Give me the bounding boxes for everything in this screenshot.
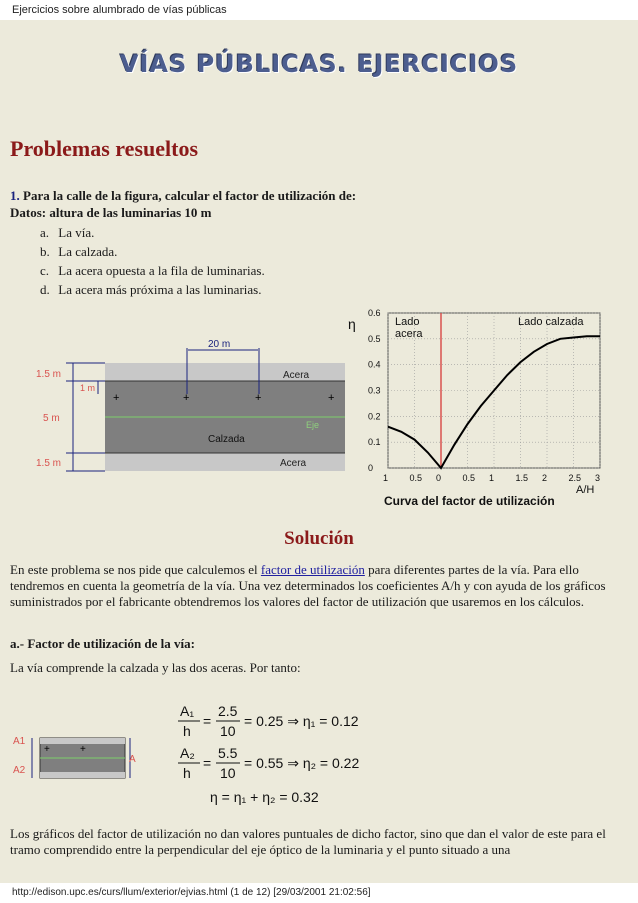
formula-1-numerator: A₁ <box>180 703 195 719</box>
y-tick-label: 0.5 <box>368 333 381 344</box>
svg-text:=: = <box>203 713 212 729</box>
formula-2-value-den: 10 <box>220 765 236 781</box>
left-side-label-2: acera <box>395 328 423 340</box>
page-footer <box>0 883 638 903</box>
luminaire-marker: + <box>255 392 262 404</box>
eta-symbol: η <box>348 316 356 332</box>
solution-heading: Solución <box>284 528 354 549</box>
luminaire-marker: + <box>183 392 190 404</box>
bottom-sidewalk-label: Acera <box>280 458 307 469</box>
roadway-label: Calzada <box>208 434 245 445</box>
small-road-figure <box>10 726 140 786</box>
dim-label: 1.5 m <box>36 458 62 469</box>
x-tick-label: 0 <box>436 473 442 483</box>
formula-block <box>170 700 430 810</box>
window-title: Ejercicios sobre alumbrado de vías públicas <box>12 4 227 16</box>
y-axis-ticks <box>368 308 381 473</box>
a2-label: A2 <box>13 765 26 776</box>
formula-2-denominator: h <box>183 765 191 781</box>
list-item: a. La vía. <box>40 225 95 240</box>
x-tick-label: 1 <box>383 473 389 483</box>
x-tick-label: 1.5 <box>515 473 529 483</box>
dim-label: 1.5 m <box>36 369 62 380</box>
problem-data: Datos: altura de las luminarias 10 m <box>10 205 212 220</box>
solution-paragraph: En este problema se nos pide que calculemos el factor de utilización para diferentes partes de la vía. Para ello tendremos en cuenta la geometría de la vía. Una vez determinados los coeficientes A/h y con ayuda de los gráficos suministrados por el fabricante obtendremos los valores del factor de utilización que usaremos en los cálculos. <box>10 562 606 609</box>
formula-3: η = η₁ + η₂ = 0.32 <box>210 789 319 805</box>
road-figure <box>28 336 346 476</box>
formula-2-value: 5.5 <box>218 745 238 761</box>
footer-url: http://edison.upc.es/curs/llum/exterior/ejvias.html (1 de 12) [29/03/2001 21:02:56] <box>12 887 371 898</box>
x-tick-label: 2 <box>542 473 548 483</box>
x-tick-label: 3 <box>595 473 601 483</box>
right-side-label: Lado calzada <box>518 316 584 328</box>
y-tick-label: 0.6 <box>368 308 381 318</box>
svg-text:+: + <box>44 744 50 755</box>
utilization-factor-link[interactable]: factor de utilización <box>260 562 365 577</box>
axis-label: Eje <box>306 420 320 430</box>
a-label: A <box>129 754 136 765</box>
x-axis-ticks <box>383 473 600 483</box>
y-tick-label: 0.2 <box>368 411 381 422</box>
paragraph-2: La vía comprende la calzada y las dos aceras. Por tanto: <box>10 660 301 675</box>
y-tick-label: 0.4 <box>368 359 381 370</box>
problem-number: 1. <box>10 188 20 203</box>
sidewalk-bottom <box>105 453 345 471</box>
x-tick-label: 0.5 <box>462 473 476 483</box>
formula-1-result: = 0.25 ⇒ η₁ = 0.12 <box>244 713 359 729</box>
problem-statement <box>10 188 610 204</box>
subheading-a: a.- Factor de utilización de la vía: <box>10 636 195 651</box>
y-tick-label: 0.1 <box>368 437 381 448</box>
page-banner: VÍAS PÚBLICAS. EJERCICIOS <box>119 50 519 78</box>
y-tick-label: 0.3 <box>368 385 381 396</box>
dim-label: 1 m <box>80 383 96 393</box>
spacing-label: 20 m <box>208 339 231 350</box>
a1-label: A1 <box>13 736 26 747</box>
dim-label: 5 m <box>43 413 60 424</box>
x-tick-label: 0.5 <box>409 473 423 483</box>
problem-text: Para la calle de la figura, calcular el factor de utilización de: <box>23 188 357 203</box>
formula-2-numerator: A₂ <box>180 745 195 761</box>
list-item: b. La calzada. <box>40 244 118 259</box>
x-tick-label: 1 <box>489 473 495 483</box>
x-tick-label: 2.5 <box>568 473 582 483</box>
problem-items <box>20 223 265 299</box>
utilization-chart <box>340 303 610 508</box>
list-item: d. La acera más próxima a las luminarias. <box>40 282 262 297</box>
window-title-bar <box>0 0 638 20</box>
svg-text:=: = <box>203 755 212 771</box>
paragraph-3: Los gráficos del factor de utilización no dan valores puntuales de dicho factor, sino que dan el valor de este para el tramo comprendido entre la perpendicular del eje óptico de la luminaria y el punto situado a una <box>10 826 606 857</box>
formula-1-value: 2.5 <box>218 703 238 719</box>
chart-caption: Curva del factor de utilización <box>384 494 555 508</box>
luminaire-marker: + <box>113 392 120 404</box>
svg-text:+: + <box>80 744 86 755</box>
y-tick-label: 0 <box>368 463 374 473</box>
luminaire-marker: + <box>328 392 335 404</box>
list-item: c. La acera opuesta a la fila de luminarias. <box>40 263 265 278</box>
formula-2-result: = 0.55 ⇒ η₂ = 0.22 <box>244 755 360 771</box>
formula-1-value-den: 10 <box>220 723 236 739</box>
top-sidewalk-label: Acera <box>283 370 310 381</box>
left-side-label: Lado <box>395 316 420 328</box>
formula-1-denominator: h <box>183 723 191 739</box>
x-axis-unit: A/H <box>576 484 595 496</box>
section-heading: Problemas resueltos <box>10 136 198 161</box>
